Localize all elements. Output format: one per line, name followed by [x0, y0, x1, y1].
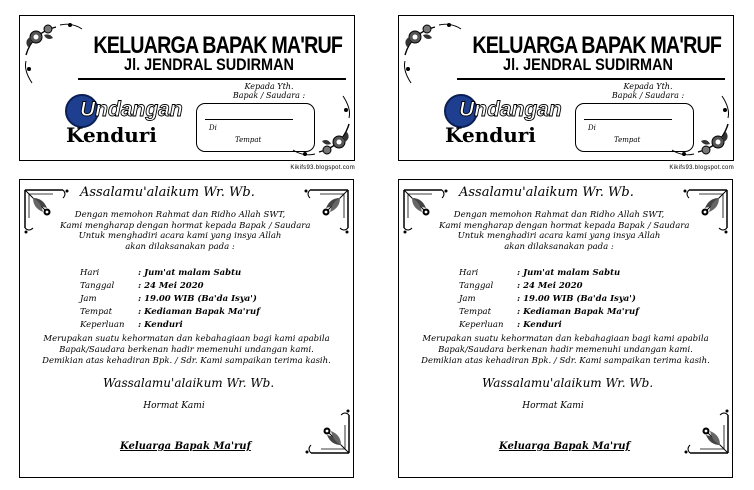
- opening-line: akan dilaksanakan pada :: [504, 241, 614, 252]
- opening-paragraph: [439, 210, 690, 252]
- closing-line: Demikian atas kehadiran Bpk. / Sdr. Kami sampaikan terima kasih.: [421, 356, 710, 366]
- closing-line: Bapak/Saudara berkenan hadir memenuhi undangan kami.: [59, 345, 314, 355]
- detail-label: Hari: [80, 268, 100, 278]
- invitation-card: [19, 179, 354, 478]
- title-underline: [78, 78, 346, 80]
- opening-paragraph: [60, 210, 311, 252]
- greeting: Assalamu'alaikum Wr. Wb.: [80, 185, 255, 200]
- blog-credit: Kikifs93.blogspot.com: [290, 165, 355, 171]
- address-title: Jl. JENDRAL SUDIRMAN: [124, 55, 294, 74]
- detail-value: : Jum'at malam Sabtu: [517, 268, 621, 278]
- recipient-line-1: Kepada Yth.: [244, 82, 294, 91]
- respect-line: Hormat Kami: [143, 401, 205, 411]
- detail-row-hari: [80, 267, 260, 280]
- closing-line: Bapak/Saudara berkenan hadir memenuhi undangan kami.: [438, 345, 693, 355]
- detail-label: Tanggal: [459, 281, 494, 291]
- address-di-label: Di: [209, 124, 217, 132]
- signature: Keluarga Bapak Ma'ruf: [120, 441, 251, 452]
- detail-value: : Kediaman Bapak Ma'ruf: [138, 307, 260, 317]
- family-title: KELUARGA BAPAK MA'RUF: [472, 32, 722, 59]
- detail-label: Tempat: [459, 307, 492, 317]
- detail-value: : 24 Mei 2020: [517, 281, 583, 291]
- floral-ornament-icon: [670, 94, 732, 158]
- closing-paragraph: [20, 334, 353, 367]
- closing-paragraph: [399, 334, 732, 367]
- detail-label: Hari: [459, 268, 479, 278]
- opening-line: Kami mengharap dengan hormat kepada Bapak / Saudara: [439, 220, 690, 231]
- address-title: Jl. JENDRAL SUDIRMAN: [503, 55, 673, 74]
- closing-line: Merupakan suatu kehormatan dan kebahagiaan bagi kami apabila: [422, 334, 709, 344]
- recipient-line-1: Kepada Yth.: [623, 82, 673, 91]
- detail-value: : 19.00 WIB (Ba'da Isya'): [138, 294, 257, 304]
- detail-value: : Kediaman Bapak Ma'ruf: [517, 307, 639, 317]
- family-title: KELUARGA BAPAK MA'RUF: [93, 32, 343, 59]
- respect-line: Hormat Kami: [522, 401, 584, 411]
- closing-line: Demikian atas kehadiran Bpk. / Sdr. Kami sampaikan terima kasih.: [42, 356, 331, 366]
- detail-label: Jam: [80, 294, 97, 304]
- detail-label: Jam: [459, 294, 476, 304]
- detail-row-jam: [80, 293, 260, 306]
- detail-value: : 24 Mei 2020: [138, 281, 204, 291]
- corner-ornament-icon: [682, 407, 730, 455]
- detail-row-tempat: [459, 306, 639, 319]
- event-details: [80, 267, 260, 332]
- blog-credit: Kikifs93.blogspot.com: [669, 165, 734, 171]
- greeting: Assalamu'alaikum Wr. Wb.: [459, 185, 634, 200]
- logo-word-undangan: Undangan: [80, 98, 183, 121]
- recipient-line-2: Bapak / Saudara :: [611, 91, 685, 100]
- opening-line: Kami mengharap dengan hormat kepada Bapak / Saudara: [60, 220, 311, 231]
- logo-word-kenduri: Kenduri: [66, 123, 157, 147]
- signature: Keluarga Bapak Ma'ruf: [499, 441, 630, 452]
- detail-label: Keperluan: [459, 320, 504, 330]
- detail-value: : Jum'at malam Sabtu: [138, 268, 242, 278]
- floral-ornament-icon: [22, 21, 84, 85]
- detail-label: Tempat: [80, 307, 113, 317]
- corner-ornament-icon: [303, 407, 351, 455]
- detail-row-jam: [459, 293, 639, 306]
- address-tempat-label: Tempat: [614, 136, 641, 144]
- detail-row-tanggal: [80, 280, 260, 293]
- invitation-left: [19, 0, 355, 490]
- farewell: Wassalamu'alaikum Wr. Wb.: [103, 376, 275, 390]
- opening-line: akan dilaksanakan pada :: [125, 241, 235, 252]
- detail-value: : Kenduri: [138, 320, 183, 330]
- opening-line: Untuk menghadiri acara kami yang insya Allah: [457, 231, 661, 241]
- detail-row-keperluan: [459, 319, 639, 332]
- address-blank-line: [584, 119, 672, 120]
- address-di-label: Di: [588, 124, 596, 132]
- invitation-card: [398, 179, 733, 478]
- detail-row-tanggal: [459, 280, 639, 293]
- farewell: Wassalamu'alaikum Wr. Wb.: [482, 376, 654, 390]
- detail-row-tempat: [80, 306, 260, 319]
- floral-ornament-icon: [291, 94, 353, 158]
- cover-panel: [19, 15, 355, 161]
- cover-panel: [398, 15, 734, 161]
- event-details: [459, 267, 639, 332]
- detail-row-hari: [459, 267, 639, 280]
- opening-line: Dengan memohon Rahmat dan Ridho Allah SWT,: [74, 210, 286, 220]
- recipient-line-2: Bapak / Saudara :: [232, 91, 306, 100]
- logo-word-kenduri: Kenduri: [445, 123, 536, 147]
- invitation-right: [398, 0, 734, 490]
- detail-value: : Kenduri: [517, 320, 562, 330]
- detail-label: Keperluan: [80, 320, 125, 330]
- title-underline: [457, 78, 725, 80]
- floral-ornament-icon: [401, 21, 463, 85]
- detail-value: : 19.00 WIB (Ba'da Isya'): [517, 294, 636, 304]
- detail-row-keperluan: [80, 319, 260, 332]
- closing-line: Merupakan suatu kehormatan dan kebahagiaan bagi kami apabila: [43, 334, 330, 344]
- address-tempat-label: Tempat: [235, 136, 262, 144]
- opening-line: Untuk menghadiri acara kami yang insya Allah: [78, 231, 282, 241]
- address-blank-line: [205, 119, 293, 120]
- detail-label: Tanggal: [80, 281, 115, 291]
- opening-line: Dengan memohon Rahmat dan Ridho Allah SWT,: [453, 210, 665, 220]
- logo-word-undangan: Undangan: [459, 98, 562, 121]
